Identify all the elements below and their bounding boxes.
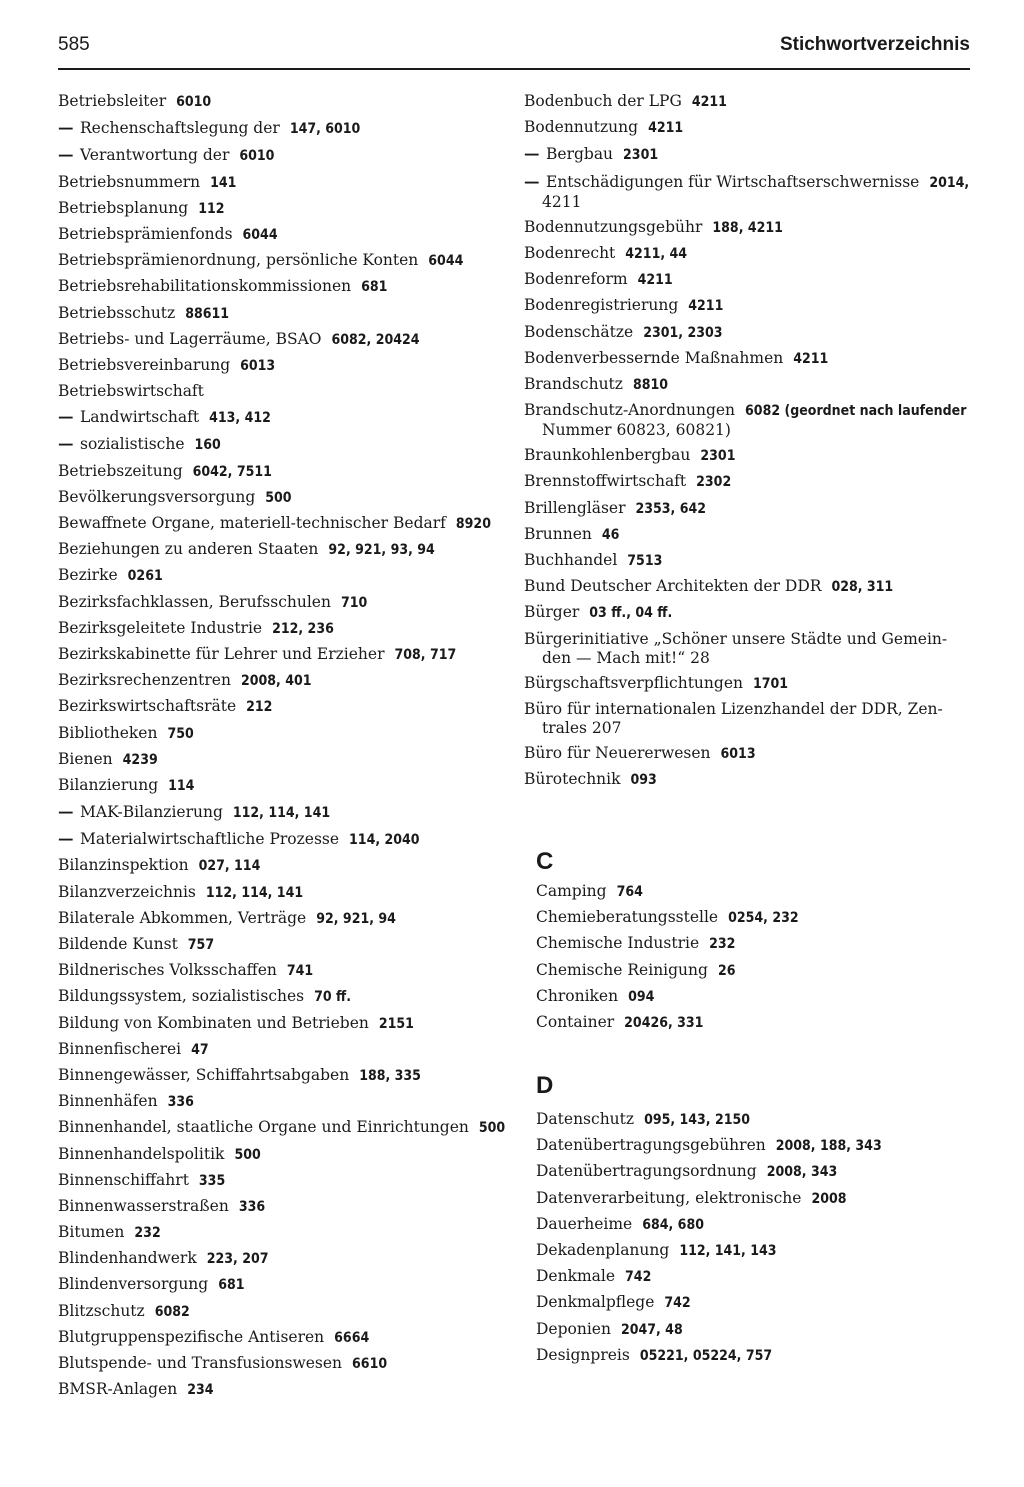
index-entry <box>58 92 498 112</box>
running-head: Stichwortverzeichnis <box>779 34 970 55</box>
index-term: Binnenfischerei <box>58 1039 182 1058</box>
index-entry <box>58 593 498 613</box>
index-term: MAK-Bilanzierung <box>80 803 223 822</box>
index-entry <box>58 1275 498 1295</box>
index-term: Denkmalpflege <box>536 1293 655 1312</box>
index-term: Bienen <box>58 749 113 768</box>
index-term: Denkmale <box>536 1267 616 1286</box>
index-refs: 6042, 7511 <box>192 463 272 480</box>
index-refs: 8920 <box>455 516 491 532</box>
index-term: Bezirkskabinette für Lehrer und Erzieher <box>58 644 385 663</box>
index-term: Brandschutz <box>524 374 623 393</box>
index-term: Blutspende- und Transfusionswesen <box>58 1354 343 1372</box>
index-refs: 2008, 188, 343 <box>775 1138 882 1155</box>
index-refs: 742 <box>664 1295 691 1312</box>
index-term: Büro für internationalen Lizenzhandel der DDR, Zen- <box>524 699 943 718</box>
index-entry <box>58 173 498 193</box>
index-refs: 20426, 331 <box>624 1014 704 1031</box>
index-entry <box>58 697 498 717</box>
index-refs: 750 <box>167 725 194 742</box>
index-entry <box>58 1092 498 1112</box>
index-refs: 2008, 401 <box>240 673 312 690</box>
index-entry <box>524 244 972 264</box>
sub-entry-dash: — <box>58 802 74 822</box>
index-refs: 6010 <box>176 94 212 110</box>
index-refs: 710 <box>340 594 368 611</box>
index-term: Betriebs- und Lagerräume, BSAO <box>58 329 322 348</box>
index-entry <box>58 1302 498 1322</box>
index-entry <box>536 1241 976 1261</box>
index-term: Betriebsrehabilitationskommissionen <box>58 277 352 296</box>
index-term: Buchhandel <box>524 551 618 569</box>
index-term: Bodenbuch der LPG <box>524 92 682 110</box>
index-term: Dekadenplanung <box>536 1240 670 1259</box>
index-refs: 6013 <box>720 746 756 763</box>
index-refs: 2047, 48 <box>620 1321 683 1338</box>
index-entry-continuation: den — Mach mit!“ 28 <box>542 648 710 667</box>
index-entry <box>58 251 498 271</box>
index-term: Beziehungen zu anderen Staaten <box>58 540 319 559</box>
index-entry <box>524 172 972 212</box>
index-term: Brandschutz-Anordnungen <box>524 401 736 420</box>
sub-entry-dash: — <box>58 829 74 849</box>
index-term: Chemische Reinigung <box>536 960 708 979</box>
index-refs: 47 <box>191 1041 209 1058</box>
index-entry <box>58 1380 498 1400</box>
index-term: Bezirksgeleitete Industrie <box>58 618 263 637</box>
index-entry <box>524 270 972 290</box>
index-refs: 188, 335 <box>359 1067 421 1084</box>
index-entry <box>58 199 498 219</box>
index-refs: 6044 <box>242 226 278 243</box>
index-entry <box>58 1249 498 1269</box>
index-term: Brennstoffwirtschaft <box>524 472 687 491</box>
index-entry <box>524 525 972 545</box>
index-term: Bürotechnik <box>524 770 621 789</box>
index-term: Bergbau <box>546 145 614 164</box>
section-letter: C <box>536 848 554 875</box>
index-refs: 6082 <box>154 1303 190 1320</box>
index-entry <box>58 118 498 139</box>
index-refs: 0261 <box>127 568 163 585</box>
index-term: Bildnerisches Volksschaffen <box>58 961 277 980</box>
index-refs: 4239 <box>122 751 158 768</box>
index-term: Bildung von Kombinaten und Betrieben <box>58 1013 369 1032</box>
index-section-c <box>536 848 976 1039</box>
index-entry <box>58 566 498 586</box>
index-refs: 232 <box>134 1225 161 1242</box>
index-term: Blutgruppenspezifische Antiseren <box>58 1327 325 1346</box>
index-entry <box>58 382 498 401</box>
index-entry <box>524 296 972 316</box>
index-refs: 160 <box>194 437 221 454</box>
index-term: Chemische Industrie <box>536 934 700 953</box>
index-refs: 500 <box>478 1120 506 1137</box>
index-term: Bezirksrechenzentren <box>58 671 231 690</box>
index-refs: 05221, 05224, 757 <box>639 1347 773 1364</box>
index-refs: 6082 (geordnet nach laufender <box>745 403 967 420</box>
index-term: Betriebsleiter <box>58 92 167 110</box>
index-refs: 094 <box>628 988 655 1005</box>
index-term: Verantwortung der <box>80 146 230 165</box>
index-term: Materialwirtschaftliche Prozesse <box>80 830 340 849</box>
index-entry <box>58 434 498 455</box>
index-term: Betriebszeitung <box>58 461 183 480</box>
index-term: Landwirtschaft <box>80 408 200 427</box>
index-term: Betriebsvereinbarung <box>58 355 231 374</box>
index-entry <box>536 1346 976 1366</box>
index-term: Binnenschiffahrt <box>58 1170 189 1189</box>
index-term: Binnengewässer, Schiffahrtsabgaben <box>58 1065 350 1084</box>
index-entry <box>58 1118 506 1138</box>
index-entry <box>58 1354 498 1374</box>
index-entry <box>58 1223 498 1243</box>
index-entry <box>536 1215 976 1235</box>
index-refs: 764 <box>616 884 643 900</box>
index-entry <box>58 935 498 955</box>
index-entry <box>58 1171 498 1191</box>
index-entry <box>536 1189 976 1209</box>
index-entry <box>58 277 498 297</box>
index-refs: 212 <box>246 699 273 716</box>
index-term: Container <box>536 1012 615 1031</box>
index-term: Dauerheime <box>536 1214 633 1233</box>
index-refs: 223, 207 <box>206 1251 269 1268</box>
index-entry <box>58 802 498 823</box>
sub-entry-dash: — <box>58 118 74 138</box>
index-refs: 413, 412 <box>209 410 271 427</box>
index-refs: 4211 <box>691 94 727 110</box>
index-refs: 234 <box>187 1382 214 1399</box>
index-entry <box>58 1328 498 1348</box>
index-term: Bodenverbessernde Maßnahmen <box>524 348 784 367</box>
index-term: Designpreis <box>536 1345 630 1364</box>
index-term: Bilanzierung <box>58 775 159 794</box>
index-term: Betriebsprämienordnung, persönliche Konten <box>58 251 419 270</box>
index-entry <box>58 356 498 376</box>
sub-entry-dash: — <box>524 144 540 164</box>
index-entry <box>58 829 498 850</box>
index-term: Bibliotheken <box>58 723 158 742</box>
index-term: Bodenregistrierung <box>524 296 679 315</box>
index-term: Bildungssystem, sozialistisches <box>58 987 305 1006</box>
index-entry <box>58 225 498 245</box>
index-refs: 093 <box>630 772 657 789</box>
index-entry <box>536 987 976 1007</box>
index-entry <box>524 375 972 395</box>
index-entry <box>536 1136 976 1156</box>
index-refs: 92, 921, 94 <box>316 910 396 927</box>
index-entry <box>58 1197 498 1217</box>
index-entry <box>58 145 498 166</box>
index-entry-continuation: trales 207 <box>542 718 622 737</box>
index-term: Bürger <box>524 603 580 622</box>
index-entry <box>58 407 498 428</box>
index-refs: 6664 <box>334 1329 370 1346</box>
index-term: Chemieberatungsstelle <box>536 908 719 927</box>
index-entry <box>524 144 972 165</box>
index-entry <box>536 882 976 902</box>
index-refs: 684, 680 <box>642 1216 704 1233</box>
index-entry <box>58 462 498 482</box>
index-entry <box>536 961 976 981</box>
index-refs: 0254, 232 <box>728 910 799 927</box>
index-entry <box>524 630 972 668</box>
index-refs: 1701 <box>752 675 789 692</box>
index-refs: 2008 <box>811 1190 847 1207</box>
index-refs: 88611 <box>185 305 230 322</box>
index-entry <box>58 514 498 534</box>
index-refs: 03 ff., 04 ff. <box>589 605 673 622</box>
index-term: Betriebsprämienfonds <box>58 224 233 243</box>
index-refs: 2302 <box>696 474 732 491</box>
index-refs: 4211 <box>637 272 673 289</box>
index-term: Chroniken <box>536 986 619 1005</box>
section-letter: D <box>536 1072 554 1099</box>
index-term: Bitumen <box>58 1223 125 1242</box>
index-entry <box>524 499 972 519</box>
index-refs: 112, 114, 141 <box>205 884 304 901</box>
index-refs: 2301 <box>700 448 736 465</box>
index-refs: 336 <box>238 1198 266 1215</box>
index-refs: 6044 <box>428 253 464 270</box>
index-entry-continuation: Nummer 60823, 60821) <box>542 421 731 440</box>
index-term: Brunnen <box>524 524 592 543</box>
index-term: Betriebswirtschaft <box>58 382 204 401</box>
index-term: Braunkohlenbergbau <box>524 446 691 465</box>
index-refs: 2151 <box>378 1015 414 1032</box>
index-term: Betriebsnummern <box>58 172 201 191</box>
index-refs: 7513 <box>627 553 663 569</box>
sub-entry-dash: — <box>524 171 540 191</box>
index-term: BMSR-Anlagen <box>58 1380 178 1399</box>
index-term: Datenschutz <box>536 1110 635 1128</box>
index-term: Brillengläser <box>524 498 626 517</box>
index-refs: 112, 141, 143 <box>679 1242 777 1259</box>
index-entry <box>58 883 498 903</box>
index-term: Binnenhandel, staatliche Organe und Einrichtungen <box>58 1118 469 1137</box>
index-refs: 188, 4211 <box>712 219 783 236</box>
index-refs: 114, 2040 <box>349 832 420 849</box>
index-entry <box>524 674 972 694</box>
index-entry <box>536 934 976 954</box>
index-entry <box>536 1320 976 1340</box>
index-refs: 742 <box>625 1269 652 1286</box>
index-term: Blindenversorgung <box>58 1275 209 1294</box>
index-entry <box>58 1066 498 1086</box>
index-refs: 212, 236 <box>272 620 334 637</box>
index-section-d <box>536 1072 976 1372</box>
index-refs: 027, 114 <box>198 858 261 875</box>
index-term: Bewaffnete Organe, materiell-technischer Bedarf <box>58 514 446 532</box>
index-term: Binnenwasserstraßen <box>58 1196 229 1215</box>
index-refs: 141 <box>210 174 237 191</box>
index-entry <box>524 472 972 492</box>
index-entry <box>58 330 498 350</box>
index-refs: 681 <box>361 279 388 296</box>
index-term: Bezirke <box>58 566 118 585</box>
index-entry <box>58 724 498 744</box>
index-refs: 2008, 343 <box>766 1164 838 1181</box>
index-entry <box>524 401 972 440</box>
index-entry <box>524 92 972 112</box>
index-refs: 6010 <box>239 148 275 165</box>
index-entry <box>58 1014 498 1034</box>
index-term: Binnenhäfen <box>58 1092 158 1111</box>
index-term: Blindenhandwerk <box>58 1249 197 1268</box>
index-entry <box>58 619 498 639</box>
index-refs: 757 <box>187 937 215 953</box>
index-term: Bevölkerungsversorgung <box>58 487 256 506</box>
index-refs: 500 <box>234 1146 261 1163</box>
index-refs: 335 <box>198 1172 226 1189</box>
index-entry <box>58 856 498 876</box>
index-entry <box>524 323 972 343</box>
index-entry <box>524 577 972 597</box>
index-entry <box>58 671 498 691</box>
index-refs: 2014, <box>929 174 970 191</box>
index-refs: 336 <box>167 1094 194 1111</box>
index-term: Binnenhandelspolitik <box>58 1144 225 1163</box>
index-term: Bodennutzungsgebühr <box>524 217 703 236</box>
index-refs: 114 <box>168 777 195 794</box>
index-refs: 147, 6010 <box>289 121 361 138</box>
index-refs: 2301 <box>623 147 659 164</box>
index-entry <box>58 961 498 981</box>
index-term: Datenverarbeitung, elektronische <box>536 1188 802 1207</box>
index-entry <box>524 603 972 623</box>
index-term: Bund Deutscher Architekten der DDR <box>524 577 822 596</box>
index-term: Deponien <box>536 1319 611 1338</box>
index-entry <box>58 987 498 1007</box>
page-number: 585 <box>58 34 90 55</box>
index-refs: 8810 <box>632 376 669 393</box>
index-entry <box>524 551 972 571</box>
index-entry <box>58 1145 498 1165</box>
index-column-right <box>524 92 972 797</box>
index-refs: 500 <box>265 489 292 506</box>
index-entry <box>58 645 498 665</box>
index-term: Bodenschätze <box>524 322 634 341</box>
index-entry <box>58 776 498 796</box>
index-entry <box>536 908 976 928</box>
index-entry <box>58 750 498 770</box>
index-refs: 4211 <box>688 298 724 315</box>
index-refs: 028, 311 <box>831 579 894 596</box>
index-entry <box>58 488 498 508</box>
index-entry <box>536 1293 976 1313</box>
index-entry <box>524 218 972 238</box>
index-term: Betriebsplanung <box>58 198 189 217</box>
index-entry <box>536 1013 976 1033</box>
page-header <box>58 28 970 70</box>
index-term: Bilaterale Abkommen, Verträge <box>58 908 307 927</box>
index-entry <box>524 446 972 466</box>
index-entry <box>524 770 972 790</box>
index-entry <box>536 1110 976 1130</box>
index-term: Blitzschutz <box>58 1301 145 1320</box>
index-term: Büro für Neuererwesen <box>524 744 711 763</box>
index-entry <box>524 744 972 764</box>
sub-entry-dash: — <box>58 434 74 454</box>
index-term: Bodennutzung <box>524 118 639 137</box>
index-refs: 6013 <box>240 357 276 374</box>
index-entry <box>524 118 972 138</box>
index-entry <box>524 700 972 738</box>
index-entry <box>536 1162 976 1182</box>
index-term: Bürgschaftsverpflichtungen <box>524 673 743 692</box>
index-column-left <box>58 92 506 1406</box>
index-refs: 6610 <box>352 1356 388 1372</box>
index-refs: 708, 717 <box>394 646 457 663</box>
index-term: Bilanzinspektion <box>58 856 189 875</box>
index-term: Bürgerinitiative „Schöner unsere Städte und Gemein- <box>524 629 948 648</box>
index-refs: 4211 <box>648 120 684 137</box>
index-refs: 2353, 642 <box>635 500 706 517</box>
index-refs: 681 <box>218 1277 245 1294</box>
index-refs: 112, 114, 141 <box>232 805 331 822</box>
index-term: Datenübertragungsordnung <box>536 1162 757 1181</box>
index-term: Bildende Kunst <box>58 935 178 953</box>
index-refs: 46 <box>601 526 620 543</box>
index-term: Datenübertragungsgebühren <box>536 1136 766 1155</box>
index-refs: 4211, 44 <box>625 245 688 262</box>
index-term: Betriebsschutz <box>58 303 176 322</box>
index-entry-continuation: 4211 <box>542 192 582 211</box>
index-refs: 26 <box>717 962 736 979</box>
index-refs: 2301, 2303 <box>643 324 723 341</box>
index-term: Bodenreform <box>524 270 628 289</box>
index-term: Bodenrecht <box>524 243 616 262</box>
index-term: Rechenschaftslegung der <box>80 119 280 138</box>
index-term: sozialistische <box>80 435 185 454</box>
index-entry <box>58 1040 498 1060</box>
index-refs: 112 <box>198 200 225 217</box>
index-refs: 232 <box>709 936 736 953</box>
index-term: Bezirksfachklassen, Berufsschulen <box>58 592 331 611</box>
sub-entry-dash: — <box>58 145 74 165</box>
index-refs: 6082, 20424 <box>331 331 420 348</box>
index-entry <box>58 540 498 560</box>
sub-entry-dash: — <box>58 407 74 427</box>
index-refs: 70 ff. <box>314 989 352 1006</box>
index-entry <box>524 349 972 369</box>
index-refs: 741 <box>286 963 314 980</box>
index-term: Bilanzverzeichnis <box>58 882 196 901</box>
index-term: Entschädigungen für Wirtschaftserschwernisse <box>546 172 920 191</box>
index-refs: 92, 921, 93, 94 <box>328 542 435 559</box>
index-refs: 4211 <box>793 350 829 367</box>
index-entry <box>536 1267 976 1287</box>
index-term: Camping <box>536 882 607 900</box>
index-entry <box>58 304 498 324</box>
index-entry <box>58 909 498 929</box>
index-refs: 095, 143, 2150 <box>644 1112 751 1128</box>
index-term: Bezirkswirtschaftsräte <box>58 697 237 716</box>
